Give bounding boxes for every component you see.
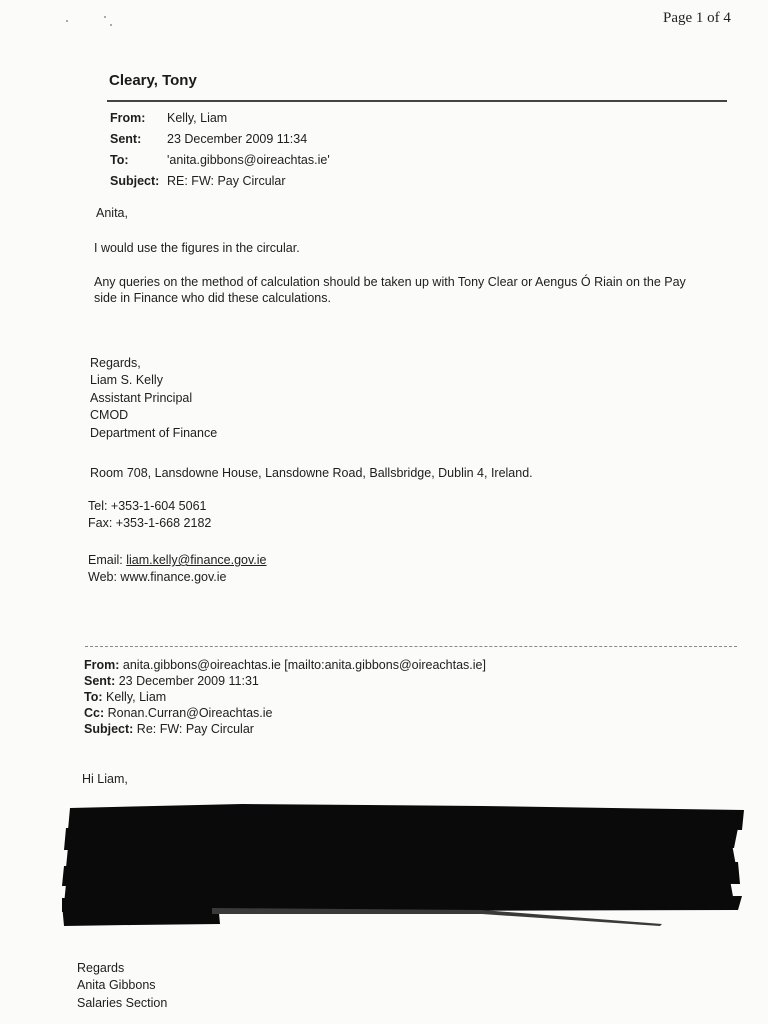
email-header-to [110,151,330,169]
mailbox-owner-name: Cleary, Tony [109,72,197,89]
email-greeting: Anita, [96,206,128,220]
quoted-greeting: Hi Liam, [82,772,128,786]
header-key: From: [84,658,120,672]
header-value: Ronan.Curran@Oireachtas.ie [104,706,273,720]
quoted-signature-regards: Regards [77,961,125,975]
header-key: To: [110,153,129,167]
redaction-stroke [212,908,662,926]
signature-name: Liam S. Kelly [90,373,163,387]
header-key: From: [110,111,146,125]
page-number: Page 1 of 4 [663,10,731,26]
signature-title: Assistant Principal [90,391,193,405]
signature-email-label: Email: [88,553,127,567]
header-key: Subject: [110,174,160,188]
header-value: 23 December 2009 11:34 [167,132,308,146]
quoted-signature-name: Anita Gibbons [77,978,156,992]
signature-email-link[interactable]: liam.kelly@finance.gov.ie [126,553,267,567]
header-key: Sent: [84,674,116,688]
header-value: Re: FW: Pay Circular [133,722,254,736]
quoted-signature-section: Salaries Section [77,996,168,1010]
header-value: anita.gibbons@oireachtas.ie [mailto:anita.gibbons@oireachtas.ie] [119,658,486,672]
email-header-sent [110,130,307,148]
email-header-subject [110,172,286,190]
quoted-message-divider [85,646,737,647]
quoted-header-subject [84,720,254,738]
scan-speck [66,20,68,22]
redacted-text-block [62,800,746,930]
signature-fax: Fax: +353-1-668 2182 [88,516,212,530]
header-value: 'anita.gibbons@oireachtas.ie' [167,153,330,167]
email-paragraph: side in Finance who did these calculations. [94,291,331,305]
header-divider [107,100,727,102]
header-key: Subject: [84,722,134,736]
email-header-from [110,109,227,127]
signature-unit: CMOD [90,408,129,422]
signature-tel: Tel: +353-1-604 5061 [88,499,207,513]
email-paragraph: Any queries on the method of calculation should be taken up with Tony Clear or Aengus Ó Riain on the Pay [94,275,686,289]
signature-web: Web: www.finance.gov.ie [88,570,227,584]
scan-speck [104,16,106,18]
header-value: Kelly, Liam [102,690,167,704]
header-value: RE: FW: Pay Circular [167,174,286,188]
redaction-marks [62,800,746,930]
header-value: 23 December 2009 11:31 [115,674,259,688]
email-paragraph: I would use the figures in the circular. [94,241,300,255]
signature-email-line [88,552,267,570]
header-key: Sent: [110,132,142,146]
header-value: Kelly, Liam [167,111,228,125]
header-key: Cc: [84,706,105,720]
signature-address: Room 708, Lansdowne House, Lansdowne Road, Ballsbridge, Dublin 4, Ireland. [90,466,533,480]
header-key: To: [84,690,103,704]
signature-department: Department of Finance [90,426,218,440]
scan-speck [110,24,112,26]
signature-regards: Regards, [90,356,141,370]
